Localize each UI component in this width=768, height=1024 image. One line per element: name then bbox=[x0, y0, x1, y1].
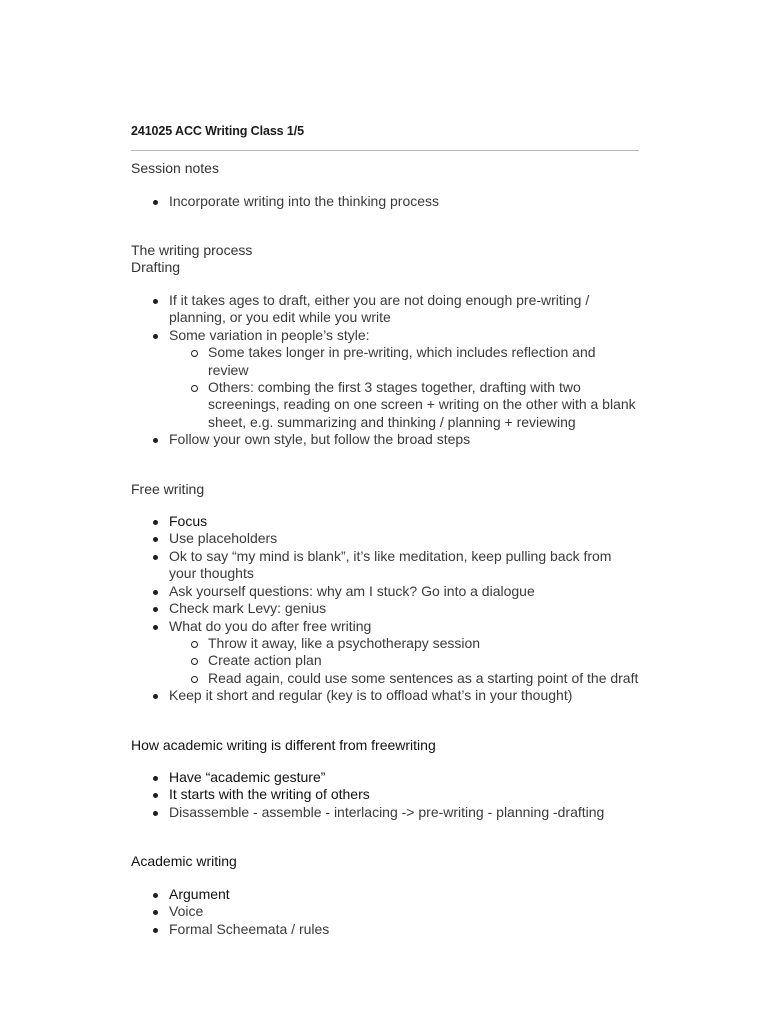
list-item: Check mark Levy: genius bbox=[131, 600, 639, 617]
section-heading-academic-vs-free: How academic writing is different from freewriting bbox=[131, 736, 436, 753]
list-item-text: Some variation in people’s style: bbox=[169, 326, 370, 343]
document-title: 241025 ACC Writing Class 1/5 bbox=[131, 124, 304, 138]
academic-vs-free-list bbox=[131, 769, 639, 821]
subheading-drafting: Drafting bbox=[131, 259, 181, 276]
list-item: Incorporate writing into the thinking process bbox=[131, 193, 639, 210]
list-item bbox=[131, 618, 639, 688]
list-item: Ask yourself questions: why am I stuck? Go into a dialogue bbox=[131, 583, 639, 600]
sub-list-item: Some takes longer in pre-writing, which includes reflection and review bbox=[169, 344, 639, 379]
list-item: Use placeholders bbox=[131, 530, 639, 547]
title-divider bbox=[131, 150, 639, 151]
document-page bbox=[131, 123, 639, 938]
list-item bbox=[131, 327, 639, 431]
list-item: Follow your own style, but follow the broad steps bbox=[131, 431, 639, 448]
list-item: It starts with the writing of others bbox=[131, 786, 639, 803]
list-item: Disassemble - assemble - interlacing -> pre-writing - planning -drafting bbox=[131, 804, 639, 821]
list-item: Voice bbox=[131, 903, 639, 920]
sub-list-item: Throw it away, like a psychotherapy session bbox=[169, 635, 639, 652]
section-heading-session-notes: Session notes bbox=[131, 160, 219, 176]
section-heading-academic-writing: Academic writing bbox=[131, 853, 237, 870]
list-item: Keep it short and regular (key is to offload what’s in your thought) bbox=[131, 687, 639, 704]
list-item: Ok to say “my mind is blank”, it’s like meditation, keep pulling back from your thoughts bbox=[131, 548, 639, 583]
section-heading-free-writing: Free writing bbox=[131, 480, 205, 497]
list-item: Focus bbox=[131, 513, 639, 530]
section-heading-writing-process: The writing process bbox=[131, 241, 253, 258]
list-item: Formal Scheemata / rules bbox=[131, 921, 639, 938]
list-item: Have “academic gesture” bbox=[131, 769, 639, 786]
sub-list-item: Read again, could use some sentences as a starting point of the draft bbox=[169, 670, 639, 687]
drafting-list bbox=[131, 292, 639, 449]
list-item: Argument bbox=[131, 886, 639, 903]
after-free-writing-sublist bbox=[169, 635, 639, 687]
style-variation-sublist bbox=[169, 344, 639, 431]
session-notes-list bbox=[131, 193, 639, 210]
academic-writing-list bbox=[131, 886, 639, 938]
sub-list-item: Create action plan bbox=[169, 652, 639, 669]
list-item: If it takes ages to draft, either you are not doing enough pre-writing / planning, or you edit while you write bbox=[131, 292, 639, 327]
sub-list-item: Others: combing the first 3 stages together, drafting with two screenings, reading on one screen + writing on the other with a blank sheet, e.g. summarizing and thinking / planning + reviewing bbox=[169, 379, 639, 431]
list-item-text: What do you do after free writing bbox=[169, 617, 372, 634]
free-writing-list bbox=[131, 513, 639, 704]
